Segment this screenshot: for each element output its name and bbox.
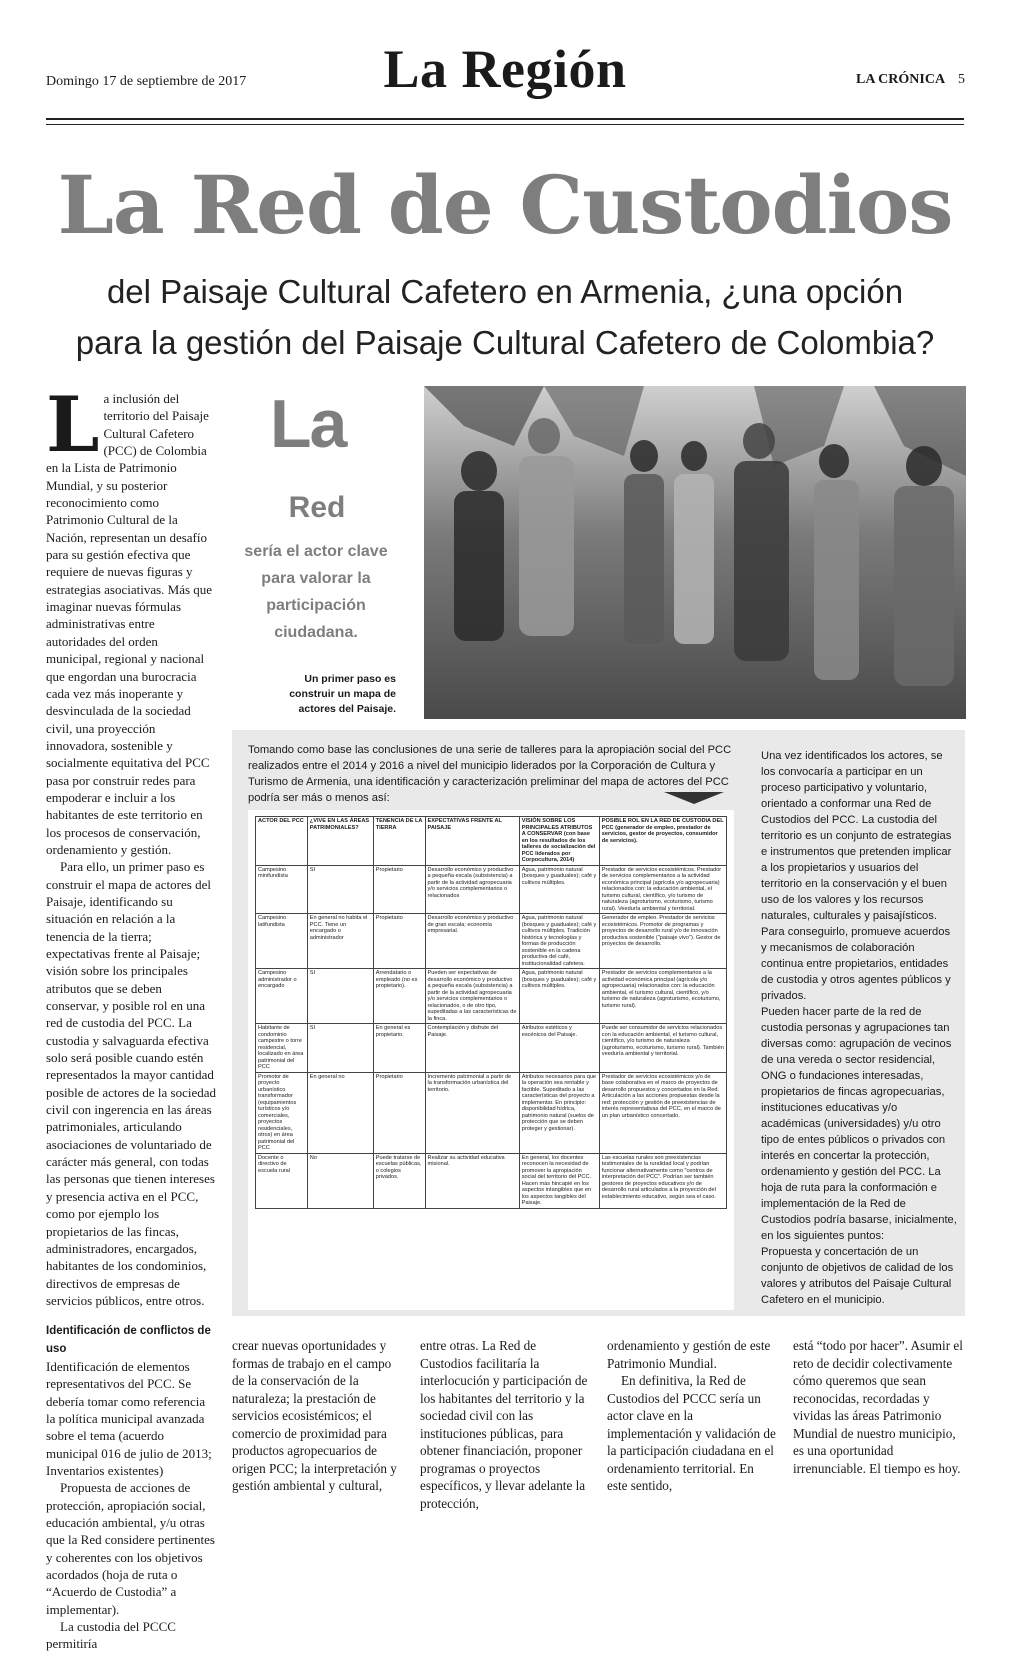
table-header: EXPECTATIVAS FRENTE AL PAISAJE xyxy=(425,817,519,866)
table-cell: Desarrollo económico y productivo a pequeña escala (subsistencia) a partir de la actividad agropecuaria y/o servicios complementarios o relacionados xyxy=(425,865,519,914)
group-photo xyxy=(424,386,966,719)
paragraph-actions: Propuesta de acciones de protección, apropiación social, educación ambiental, y/u otras que la Red considere pertinentes y coherentes con los objetivos acordados (hoja de ruta o “Acuerdo de Custodia” a implementar). xyxy=(46,1480,215,1617)
table-cell: Agua, patrimonio natural (bosques y guaduales); café y cultivos múltiples. xyxy=(519,969,599,1024)
table-cell: Agua, patrimonio natural (bosques y guaduales); café y cultivos múltiples. Tradición histórica y tecnologías y formas de producción sostenible en la cadena productiva del café, institucionalidad cafetera. xyxy=(519,914,599,969)
box-right-column xyxy=(761,748,957,1308)
subheadline-line-1: del Paisaje Cultural Cafetero en Armenia, ¿una opción xyxy=(106,273,904,310)
table-cell: SI xyxy=(307,969,373,1024)
paragraph: En definitiva, la Red de Custodios del PCCC sería un actor clave en la implementación y validación de la participación ciudadana en el ordenamiento territorial. En este sentido, xyxy=(607,1373,776,1493)
actors-table xyxy=(255,816,727,1209)
table-cell: En general es propietario. xyxy=(373,1024,425,1073)
table-cell: Campesino minifundista xyxy=(256,865,308,914)
header-rule-thin xyxy=(46,124,964,125)
paragraph-custody: La custodia del PCCC permitiría xyxy=(46,1619,176,1652)
newspaper-name: LA CRÓNICA xyxy=(856,72,946,87)
subheadline-line-2: para la gestión del Paisaje Cultural Cafetero de Colombia? xyxy=(75,324,935,361)
paragraph: entre otras. La Red de Custodios facilitaría la interlocución y participación de los habitantes del territorio y la sociedad civil con las instituciones públicas, para obtener financiación, proponer programas o proyectos específicos, y llevar adelante la protección, xyxy=(420,1338,588,1511)
table-cell: Propietario xyxy=(373,1072,425,1153)
table-cell: SI xyxy=(307,865,373,914)
table-cell: Habitante de condominio campestre o torre residencial, localizado en área patrimonial del PCC xyxy=(256,1024,308,1073)
table-cell: Campesino administrador o encargado xyxy=(256,969,308,1024)
pullquote-la: La xyxy=(270,386,346,462)
paragraph-intro: a inclusión del territorio del Paisaje Cultural Cafetero (PCC) de Colombia en la Lista de Patrimonio Mundial, y su posterior reconocimiento como Patrimonio Cultural de la Nación, representan un desafío para su gestión efectiva que requiere de nuevas figuras y estrategias asociativas. Más que imaginar nuevas fórmulas administrativas entre autoridades del orden municipal, regional y nacional que engordan una burocracia cada vez más inoperante y desvinculada de la sociedad civil, una proyección innovadora, sostenible y socialmente equitativa del PCC pasa por construir redes para empoderar e incluir a los habitantes de este territorio en los procesos de conservación, ordenamiento y gestión. xyxy=(46,391,213,857)
paragraph: ordenamiento y gestión de este Patrimonio Mundial. xyxy=(607,1338,771,1371)
table-cell: Campesino latifundista xyxy=(256,914,308,969)
article-column-3 xyxy=(420,1337,590,1512)
article-column-5 xyxy=(793,1337,965,1477)
actors-table-panel xyxy=(248,810,734,1310)
box-intro: Tomando como base las conclusiones de una serie de talleres para la apropiación social del PCC realizados entre el 2014 y 2016 a nivel del municipio liderados por la Corporación de Cultura y Turismo de Armenia, una identificación y caracterización preliminar del mapa de actores del PCC podría ser más o menos así: xyxy=(248,744,732,804)
table-cell: En general, los docentes reconocen la necesidad de promover la apropiación social del territorio del PCC. Hacen más hincapié en los aspectos intangibles que en los aspectos tangibles del Paisaje. xyxy=(519,1153,599,1208)
table-cell: Docente o directivo de escuela rural xyxy=(256,1153,308,1208)
table-cell: Desarrollo económico y productivo de gran escala; economía empresarial. xyxy=(425,914,519,969)
drop-cap: L xyxy=(46,380,100,469)
pullquote-red: Red xyxy=(288,491,346,524)
table-row xyxy=(256,865,727,914)
table-header: TENENCIA DE LA TIERRA xyxy=(373,817,425,866)
header-rule xyxy=(46,118,964,120)
article-column-2 xyxy=(232,1337,402,1495)
table-cell: Incremento patrimonial a partir de la transformación urbanística del territorio. xyxy=(425,1072,519,1153)
paragraph-actors-map: Para ello, un primer paso es construir el mapa de actores del Paisaje, identificando su situación en relación a la tenencia de la tierra; expectativas frente al Paisaje; visión sobre los principales atributos que se deben conservar, y posible rol en una red de custodia del PCC. La custodia y salvaguarda efectiva solo será posible cuando estén representados la mayor cantidad posible de actores de la sociedad civil con ingerencia en las áreas patrimoniales, articulando asociaciones de voluntariado de carácter más general, con todas las personas que tienen intereses y presencia activa en el PCC, como por ejemplo los propietarios de las fincas, administradores, encargados, habitantes de los condominios, directivos de empresas de servicios públicos, entre otros. xyxy=(46,859,217,1308)
table-cell: Prestador de servicios complementarios a la actividad económica principal (agrícola y/o agropecuaria) relacionados con: la educación ambiental, el turismo cultural, científico, y/o turismo de naturaleza (agroturismo, ecoturismo, turismo rural). xyxy=(599,969,726,1024)
section-subhead: Identificación de conflictos de uso xyxy=(46,1325,211,1355)
paragraph: crear nuevas oportunidades y formas de trabajo en el campo de la conservación de la naturaleza; la prestación de servicios ecosistémicos; el comercio de proximidad para productos agropecuarios de origen PCC; la interpretación y gestión ambiental y cultural, xyxy=(232,1338,397,1493)
article-column-1 xyxy=(46,380,217,1653)
table-cell: En general no habita el PCC. Tiene un encargado o administrador xyxy=(307,914,373,969)
table-row xyxy=(256,1072,727,1153)
table-row xyxy=(256,1024,727,1073)
table-cell: Realizar su actividad educativa misional. xyxy=(425,1153,519,1208)
issue-date: Domingo 17 de septiembre de 2017 xyxy=(46,74,247,89)
table-cell: Atributos estéticos y escénicos del Paisaje. xyxy=(519,1024,599,1073)
table-cell: Promotor de proyecto urbanístico transformador (equipamientos turísticos y/o comerciales, proyectos residenciales, otros) en área patrimonial del PCC xyxy=(256,1072,308,1153)
table-row xyxy=(256,969,727,1024)
arrow-down-icon xyxy=(664,792,724,804)
section-title: La Región xyxy=(383,39,627,99)
table-cell: Generador de empleo. Prestador de servicios ecosistémicos. Promotor de programas y proyectos de desarrollo rural y/o de innovación productiva sostenible ("paisaje vivo"). Gestor de proyectos de desarrollo. xyxy=(599,914,726,969)
table-cell: Agua, patrimonio natural (bosques y guaduales); café y cultivos múltiples. xyxy=(519,865,599,914)
pullquote-text: sería el actor clave para valorar la participación ciudadana. xyxy=(244,543,388,641)
table-cell: Propietario xyxy=(373,865,425,914)
table-cell: Prestador de servicios ecosistémicos. Prestador de servicios complementarios a la actividad económica principal (agrícola y/o agropecuaria) relacionados con: la educación ambiental, el turismo cultural, científico, y/o turismo de naturaleza (agroturismo, ecoturismo, turismo rural). Veeduría ambiental y territorial. xyxy=(599,865,726,914)
box-paragraph-1: Una vez identificados los actores, se los convocaría a participar en un proceso participativo y voluntario, orientado a conformar una Red de Custodios del PCC. La custodia del territorio es un conjunto de estrategias e instrumentos que pretenden implicar a los propietarios y usuarios del territorio en la conservación y el buen uso de los valores y los recursos naturales, culturales y paisajísticos. Para conseguirlo, promueve acuerdos y mecanismos de colaboración continua entre propietarios, entidades de custodia y otros agentes públicos y privados. xyxy=(761,750,952,1002)
table-row xyxy=(256,1153,727,1208)
photo-caption: Un primer paso es construir un mapa de actores del Paisaje. xyxy=(289,673,396,715)
table-header-row xyxy=(256,817,727,866)
table-cell: Puede ser consumidor de servicios relacionados con la educación ambiental, el turismo cultural, científico, y/o turismo de naturaleza (agroturismo, ecoturismo, turismo rural). También veeduría ambiental y territorial. xyxy=(599,1024,726,1073)
table-cell: Pueden ser expectativas de desarrollo económico y productivo a pequeña escala (subsistencia) a partir de la actividad agropecuaria y/o servicios complementarios o relacionados, o de otro tipo, supeditadas a las características de la finca. xyxy=(425,969,519,1024)
page-number: 5 xyxy=(958,72,965,87)
table-cell: No xyxy=(307,1153,373,1208)
table-header: POSIBLE ROL EN LA RED DE CUSTODIA DEL PCC (generador de empleo, prestador de servicios, gestor de proyectos, consumidor de servicios). xyxy=(599,817,726,866)
table-cell: SI xyxy=(307,1024,373,1073)
table-cell: En general no xyxy=(307,1072,373,1153)
table-cell: Propietario xyxy=(373,914,425,969)
table-row xyxy=(256,914,727,969)
article-column-4 xyxy=(607,1337,777,1495)
table-cell: Las escuelas rurales son preexistencias testimoniales de la ruralidad local y podrían funcionar alternativamente como "centros de interpretación del PCC". Podrían ser también gestores de proyectos educativos y/o de desarrollo rural articulados a la proyección del establecimiento educativo, según sea el caso. xyxy=(599,1153,726,1208)
box-paragraph-2: Pueden hacer parte de la red de custodia personas y agrupaciones tan diversas como: agrupación de vecinos de una vereda o sector residencial, ONG o fundaciones interesadas, propietarios de fincas agropecuarias, instituciones educativas y/o académicas (universidades) y/u otro tipo de entes públicos o privados con interés en concertar la protección, ordenamiento y gestión del PCC. La hoja de ruta para la conformación e implementación de la Red de Custodios podría basarse, inicialmente, en los siguientes puntos: xyxy=(761,1006,957,1242)
table-cell: Puede tratarse de escuelas públicas, o colegios privados. xyxy=(373,1153,425,1208)
table-cell: Atributos necesarios para que la operación sea rentable y factible. Supeditado a las características del proyecto a implementar. En principio: disponibilidad hídrica, patrimonio natural (suelos de protección que se deben proteger y gestionar). xyxy=(519,1072,599,1153)
table-header: VISIÓN SOBRE LOS PRINCIPALES ATRIBUTOS A CONSERVAR (con base en los resultados de los talleres de socialización del PCC liderados por Corpocultura, 2014) xyxy=(519,817,599,866)
headline: La Red de Custodios xyxy=(57,158,953,252)
table-cell: Prestador de servicios ecosistémicos y/o de base colaborativa en el marco de proyectos de desarrollo propuestos y concertados en la Red. Articulación a las acciones propuestas desde la red: protección y gestión de preexistencias de interés representativas del PCC, en el marco de un plan urbanístico concertado. xyxy=(599,1072,726,1153)
table-header: ¿VIVE EN LAS ÁREAS PATRIMONIALES? xyxy=(307,817,373,866)
table-cell: Arrendatario o empleado (no es propietario). xyxy=(373,969,425,1024)
paragraph: está “todo por hacer”. Asumir el reto de decidir colectivamente cómo queremos que sean reconocidas, recordadas y vividas las áreas Patrimonio Mundial de nuestro municipio, es una oportunidad irrenunciable. El tiempo es hoy. xyxy=(793,1338,963,1476)
box-paragraph-3: Propuesta y concertación de un conjunto de objetivos de calidad de los valores y atributos del Paisaje Cultural Cafetero en el municipio. xyxy=(761,1246,954,1306)
table-cell: Contemplación y disfrute del Paisaje. xyxy=(425,1024,519,1073)
table-header: ACTOR DEL PCC xyxy=(256,817,308,866)
paragraph-elements: Identificación de elementos representativos del PCC. Se debería tomar como referencia la política municipal avanzada sobre el tema (acuerdo municipal 016 de julio de 2013; Inventarios existentes) xyxy=(46,1358,212,1478)
